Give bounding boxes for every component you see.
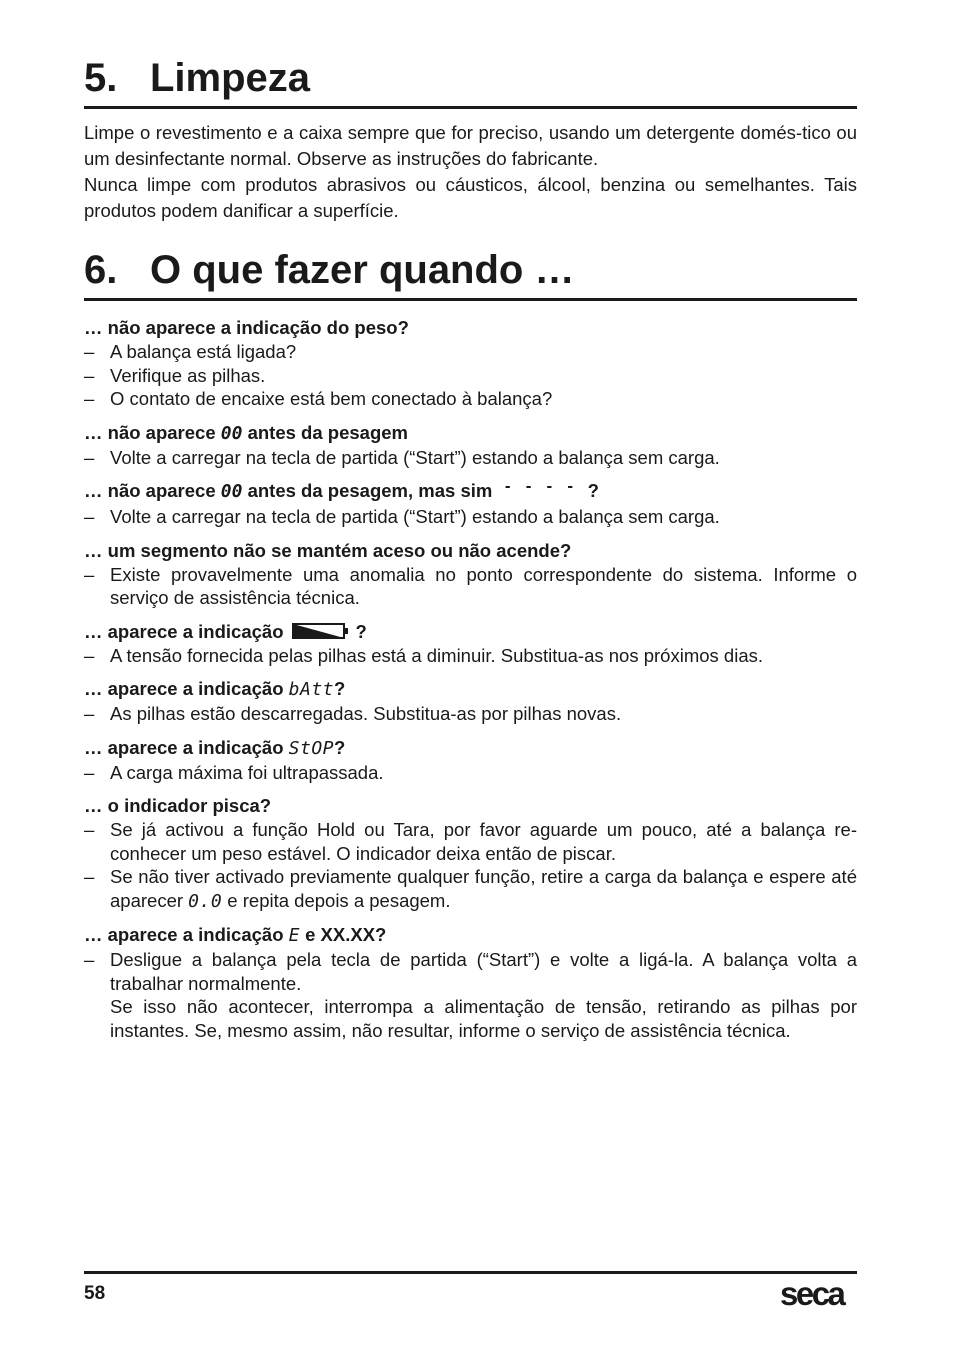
faq-question: [84, 421, 857, 446]
faq-answer: [84, 865, 857, 913]
lcd-display-text: 0.0: [188, 890, 223, 912]
faq-question: … o indicador pisca?: [84, 795, 272, 816]
page-number: 58: [84, 1283, 106, 1304]
faq-answer: – A balança está ligada?: [84, 340, 857, 364]
section-heading-limpeza: [84, 56, 857, 109]
question-text: … aparece a indicação: [84, 736, 289, 758]
faq-question: [84, 736, 857, 761]
faq-question: [84, 677, 857, 702]
paragraph: Nunca limpe com produtos abrasivos ou cáusticos, álcool, benzina ou semelhantes. Tais produtos podem danificar a superfície.: [84, 174, 857, 221]
lcd-display-text: E: [288, 925, 300, 946]
section-number: 5.: [84, 56, 118, 100]
faq-answer: – A carga máxima foi ultrapassada.: [84, 761, 857, 785]
answer-text: Se não tiver activado previamente qualquer função, retire a carga da balança e espere até aparecer: [110, 866, 857, 911]
faq-answer: – Se já activou a função Hold ou Tara, por favor aguarde um pouco, até a balança re-conhecer um peso estável. O indicador deixa então de piscar.: [84, 818, 857, 865]
lcd-dashes: - - - -: [503, 479, 577, 495]
seca-logo: [780, 1276, 858, 1312]
question-text: e XX.XX?: [299, 924, 387, 945]
faq-question: [84, 479, 857, 505]
question-text: … aparece a indicação: [84, 924, 289, 945]
question-text: antes da pesagem, mas sim: [242, 480, 498, 501]
lcd-display-text: 00: [220, 481, 243, 502]
faq-answer: – Existe provavelmente uma anomalia no ponto correspondente do sistema. Informe o serviço de assistência técnica.: [84, 563, 857, 610]
faq-answer: – O contato de encaixe está bem conectado à balança?: [84, 387, 857, 411]
question-text: ?: [582, 480, 599, 501]
question-text: … aparece a indicação: [84, 620, 284, 642]
question-text: antes da pesagem: [242, 421, 408, 443]
faq-question: [84, 923, 857, 948]
section-title: Limpeza: [150, 56, 311, 100]
lcd-display-text: bAtt: [288, 679, 334, 700]
answer-text: e repita depois a pesagem.: [222, 889, 451, 911]
faq-answer: – A tensão fornecida pelas pilhas está a diminuir. Substitua-as nos próximos dias.: [84, 644, 857, 668]
faq-answer: – Volte a carregar na tecla de partida (“Start”) estando a balança sem carga.: [84, 446, 857, 470]
question-text: ?: [334, 678, 346, 699]
question-text: … não aparece: [84, 480, 221, 501]
lcd-display-text: StOP: [288, 737, 334, 759]
logo-text: seca: [780, 1276, 844, 1312]
faq-answer: – As pilhas estão descarregadas. Substitua-as por pilhas novas.: [84, 702, 857, 726]
question-text: ?: [355, 620, 367, 642]
faq-answer: – Volte a carregar na tecla de partida (“Start”) estando a balança sem carga.: [84, 505, 857, 529]
faq-question: [84, 620, 857, 644]
faq-answer: – Verifique as pilhas.: [84, 364, 857, 388]
question-text: … aparece a indicação: [84, 678, 289, 699]
section-heading-troubleshooting: [84, 248, 857, 301]
section-title: O que fazer quando …: [150, 248, 575, 292]
faq-question: … não aparece a indicação do peso?: [84, 317, 409, 338]
question-text: … não aparece: [84, 421, 221, 443]
lcd-display-text: 00: [220, 422, 243, 444]
faq-list: [84, 316, 857, 1042]
low-battery-icon: [292, 622, 348, 640]
section-number: 6.: [84, 248, 118, 292]
paragraph: Limpe o revestimento e a caixa sempre que for preciso, usando um detergente domés-tico ou um desinfectante normal. Observe as instruções do fabricante.: [84, 122, 857, 169]
faq-answer: – Desligue a balança pela tecla de partida (“Start”) e volte a ligá-la. A balança volta a trabalhar normalmente.: [84, 948, 857, 995]
faq-answer-continuation: Se isso não acontecer, interrompa a alimentação de tensão, retirando as pilhas por instantes. Se, mesmo assim, não resultar, informe o serviço de assistência técnica.: [110, 996, 857, 1041]
faq-question: … um segmento não se mantém aceso ou não acende?: [84, 539, 572, 561]
footer-rule: [84, 1271, 857, 1274]
question-text: ?: [334, 736, 346, 758]
